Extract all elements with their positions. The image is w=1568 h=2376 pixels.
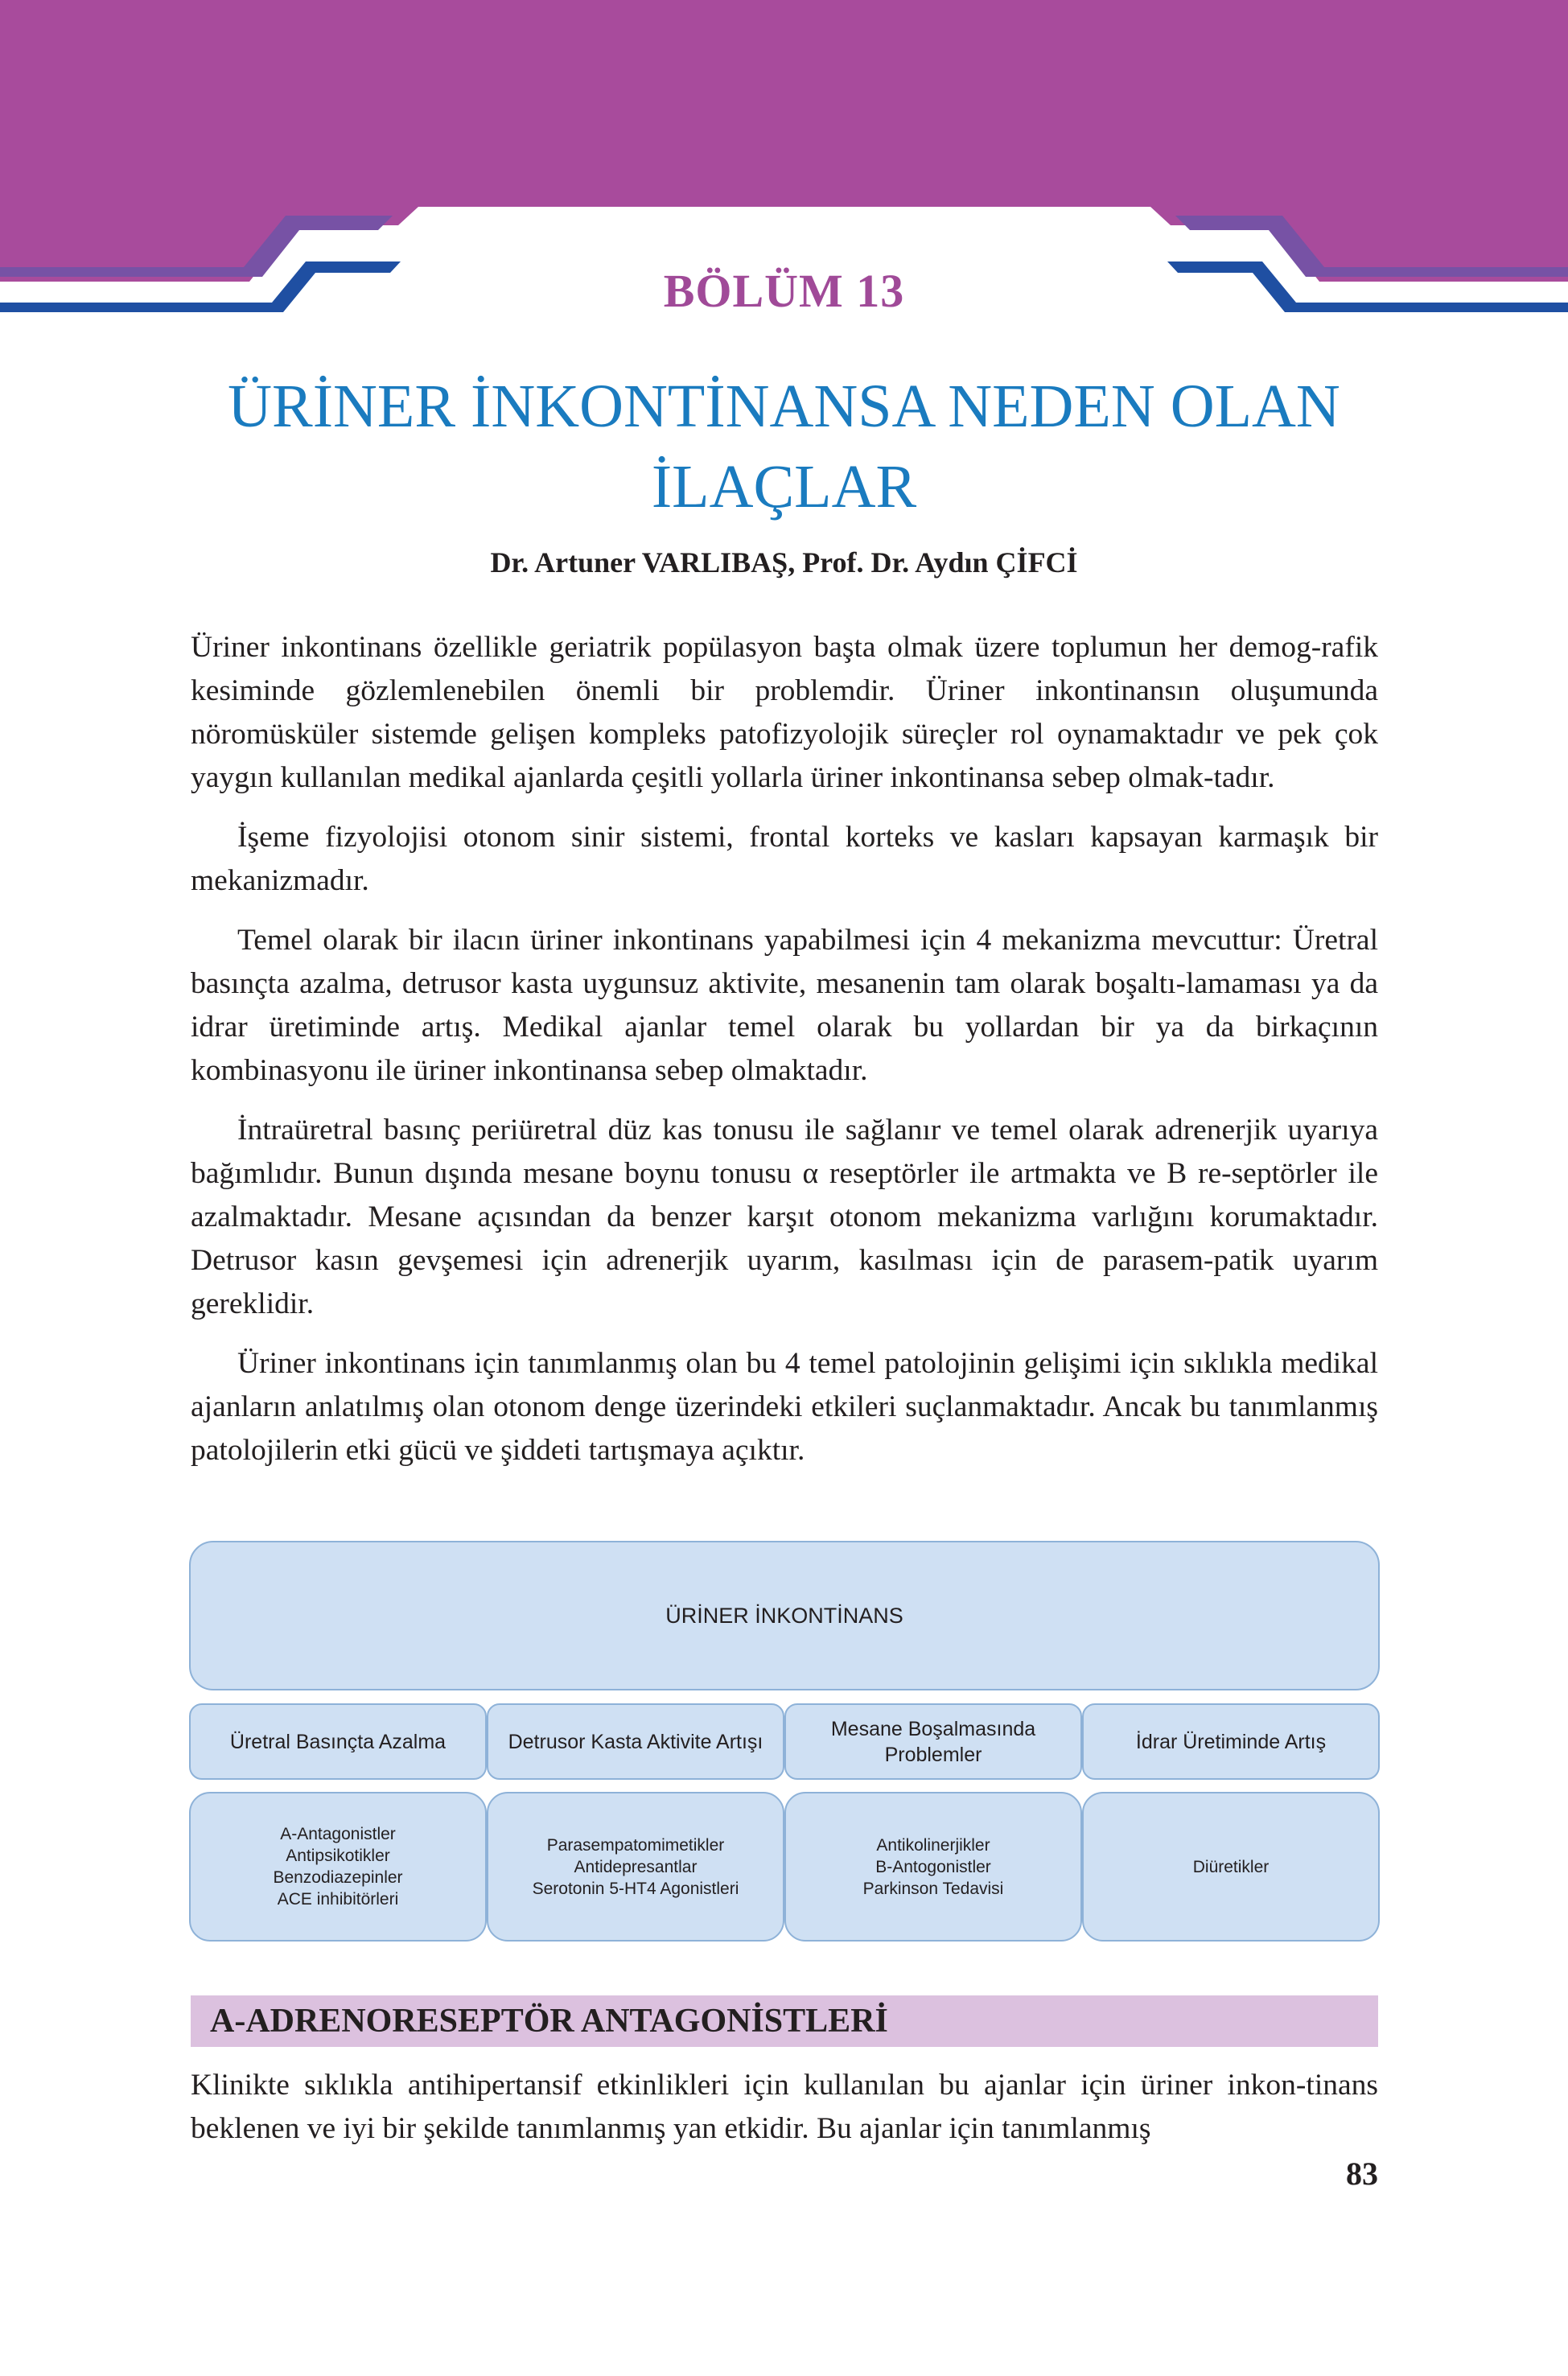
- drug-item: Benzodiazepinler: [273, 1868, 403, 1887]
- diagram-root-box: [189, 1541, 1380, 1690]
- drug-group-box: [1082, 1792, 1380, 1942]
- mechanism-box: [1082, 1703, 1380, 1780]
- drug-group-box: [784, 1792, 1082, 1942]
- drug-item: Parkinson Tedavisi: [862, 1879, 1004, 1898]
- drug-item: Antikolinerjikler: [876, 1835, 990, 1855]
- mechanism-label: Detrusor Kasta Aktivite Artışı: [508, 1730, 763, 1753]
- paragraph: Temel olarak bir ilacın üriner inkontinans yapabilmesi için 4 mekanizma mevcuttur: Üretral basınçta azalma, detrusor kasta uygunsuz aktivite, mesanenin tam olarak boşaltı-lamaması ya da idrar üretiminde artış. Medikal ajanlar temel olarak bu yollardan bir ya da birkaçının kombinasyonu ile üriner inkontinansa sebep olmaktadır.: [191, 924, 1378, 1087]
- mechanism-label: Problemler: [884, 1743, 982, 1766]
- chapter-title-line: İLAÇLAR: [651, 453, 917, 521]
- paragraph: Üriner inkontinans özellikle geriatrik popülasyon başta olmak üzere toplumun her demog-rafik kesiminde gözlemlenebilen önemli bir problemdir. Üriner inkontinansın oluşumunda nöromüsküler sistemde gelişen kompleks patofizyolojik süreçler rol oynamaktadır ve pek çok yaygın kullanılan medikal ajanlarda çeşitli yollarla üriner inkontinansa sebep olmak-tadır.: [191, 631, 1378, 794]
- drug-item: ACE inhibitörleri: [277, 1890, 399, 1909]
- section-body-text: [191, 2064, 1378, 2167]
- drug-item: Diüretikler: [1192, 1857, 1270, 1876]
- drug-item: Antidepresantlar: [574, 1857, 698, 1876]
- drug-group-box: [487, 1792, 784, 1942]
- paragraph: İşeme fizyolojisi otonom sinir sistemi, frontal korteks ve kasları kapsayan karmaşık bir mekanizmadır.: [191, 821, 1378, 897]
- incontinance-diagram: [189, 1541, 1380, 1942]
- mechanism-box: [784, 1703, 1082, 1780]
- drug-item: Parasempatomimetikler: [546, 1835, 725, 1855]
- authors: Dr. Artuner VARLIBAŞ, Prof. Dr. Aydın ÇİFCİ: [490, 546, 1078, 579]
- chapter-label: BÖLÜM 13: [663, 265, 905, 317]
- drug-group-box: [189, 1792, 487, 1942]
- chapter-title-line: ÜRİNER İNKONTİNANSA NEDEN OLAN: [228, 373, 1340, 440]
- mechanism-box: [487, 1703, 784, 1780]
- section-heading: A-ADRENORESEPTÖR ANTAGONİSTLERİ: [191, 1995, 1378, 2047]
- drug-item: Serotonin 5-HT4 Agonistleri: [532, 1879, 739, 1898]
- mechanism-box: [189, 1703, 487, 1780]
- drug-item: B-Antogonistler: [875, 1857, 991, 1876]
- chapter-title: [0, 366, 1568, 527]
- mechanism-label: Üretral Basınçta Azalma: [229, 1730, 447, 1753]
- mechanism-label: İdrar Üretiminde Artış: [1135, 1730, 1327, 1753]
- drug-item: A-Antagonistler: [280, 1825, 396, 1843]
- header-purple-band: [0, 0, 1568, 282]
- page-number: 83: [1346, 2156, 1378, 2192]
- paragraph: İntraüretral basınç periüretral düz kas tonusu ile sağlanır ve temel olarak adrenerjik uyarıya bağımlıdır. Bunun dışında mesane boynu tonusu α reseptörler ile artmakta ve B re-septörler ile azalmaktadır. Mesane açısından da benzer karşıt otonom mekanizma varlığını korumaktadır. Detrusor kasın gevşemesi için adrenerjik uyarım, kasılması için de parasem-patik uyarım gereklidir.: [191, 1114, 1378, 1320]
- paragraph: Klinikte sıklıkla antihipertansif etkinlikleri için kullanılan bu ajanlar için üriner inkon-tinans beklenen ve iyi bir şekilde tanımlanmış yan etkidir. Bu ajanlar için tanımlanmış: [191, 2069, 1378, 2145]
- body-text: [191, 626, 1378, 1489]
- mechanism-label: Mesane Boşalmasında: [830, 1717, 1036, 1740]
- paragraph: Üriner inkontinans için tanımlanmış olan bu 4 temel patolojinin gelişimi için sıklıkla medikal ajanların anlatılmış olan otonom denge üzerindeki etkileri suçlanmaktadır. Ancak bu tanımlanmış patolojilerin etki gücü ve şiddeti tartışmaya açıktır.: [191, 1347, 1378, 1467]
- drug-item: Antipsikotikler: [286, 1847, 390, 1865]
- diagram-root-label: ÜRİNER İNKONTİNANS: [665, 1603, 903, 1628]
